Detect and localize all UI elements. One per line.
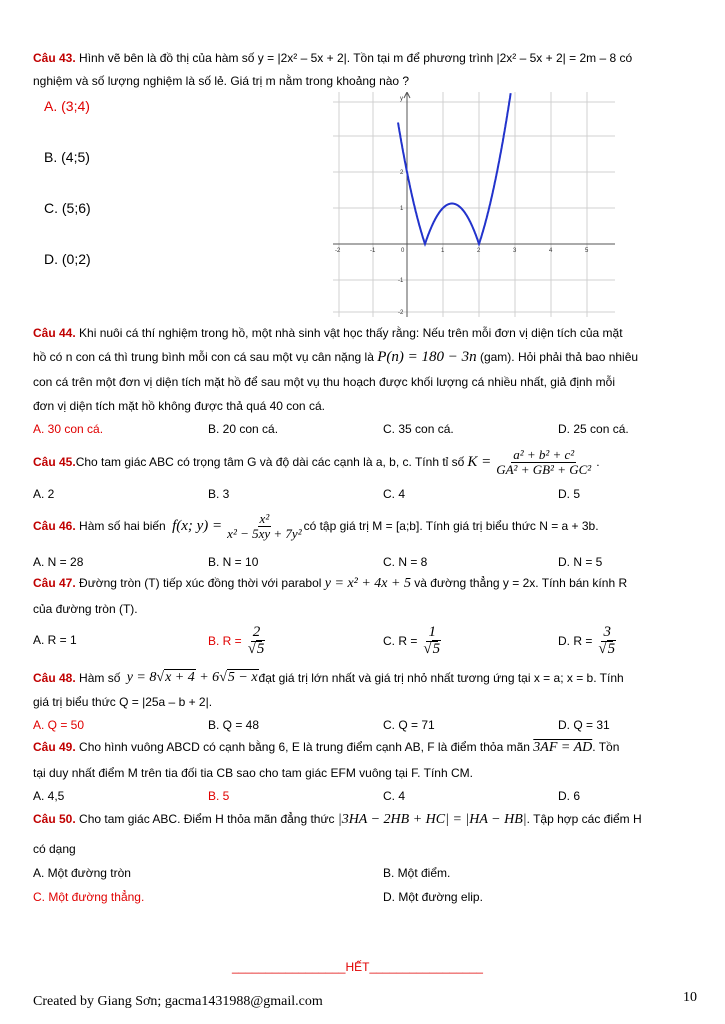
q45-option-b: B. 3 xyxy=(208,487,230,501)
y-tick-2: 2 xyxy=(400,170,404,176)
q48-number: Câu 48. xyxy=(33,671,76,685)
q48-text-line2: đạt giá trị lớn nhất và giá trị nhỏ nhất tương ứng tại x = a; x = b. Tính xyxy=(258,671,624,685)
q49-number: Câu 49. xyxy=(33,740,76,754)
q47-line1 xyxy=(33,576,627,592)
q46-function: f(x; y) = xyxy=(172,517,223,534)
q50-number: Câu 50. xyxy=(33,812,76,826)
q47-text-line3: của đường tròn (T). xyxy=(33,602,138,616)
x-tick-4: 4 xyxy=(549,248,553,254)
q47-option-b-num: 2 xyxy=(252,623,261,640)
q49-option-a: A. 4,5 xyxy=(33,789,65,803)
q46-option-c: C. N = 8 xyxy=(383,555,428,569)
q47-option-c xyxy=(383,620,443,662)
q44-number: Câu 44. xyxy=(33,326,76,340)
q47-option-d-num: 3 xyxy=(603,623,611,640)
q50-line1 xyxy=(33,812,642,828)
q44-option-d: D. 25 con cá. xyxy=(558,422,629,436)
q47-option-a: A. R = 1 xyxy=(33,633,77,647)
graph-curve xyxy=(398,93,511,244)
q45-dot: . xyxy=(596,455,600,469)
q47-option-d xyxy=(558,620,618,662)
q46-line1 xyxy=(33,505,599,547)
q45-option-d: D. 5 xyxy=(558,487,581,501)
q50-text-line2: . Tập hợp các điểm H xyxy=(526,812,642,826)
q45-fraction xyxy=(494,448,593,476)
q43-number: Câu 43. xyxy=(33,51,76,65)
q47-option-c-num: 1 xyxy=(428,623,436,640)
q49-option-b: B. 5 xyxy=(208,789,230,803)
q47-option-d-fraction xyxy=(596,625,618,658)
x-tick-0: 0 xyxy=(401,248,405,254)
q45-option-a: A. 2 xyxy=(33,487,55,501)
x-tick-5: 5 xyxy=(585,248,589,254)
q47-option-c-den-value: 5 xyxy=(432,640,441,657)
x-tick-2: 2 xyxy=(477,248,481,254)
q48-radicand-1: x + 4 xyxy=(165,670,195,685)
q50-option-d: D. Một đường elip. xyxy=(383,890,483,904)
q47-option-c-fraction xyxy=(421,625,443,658)
y-tick-neg1: -1 xyxy=(398,278,404,284)
q44-text-line3: con cá trên một đơn vị diện tích mặt hồ để sau một vụ thu hoạch được khối lượng cá nhiều nhất, giả định mỗi xyxy=(33,375,615,389)
q49-option-d: D. 6 xyxy=(558,789,581,803)
q49-text-line3: tại duy nhất điểm M trên tia đối tia CB sao cho tam giác EFM vuông tại F. Tính CM. xyxy=(33,766,473,780)
y-tick-neg2: -2 xyxy=(398,310,404,316)
page-number: 10 xyxy=(683,990,697,1005)
q47-option-b-den-value: 5 xyxy=(256,640,265,657)
q48-formula-a: y = 8 xyxy=(126,670,157,685)
q45-text: Cho tam giác ABC có trọng tâm G và độ dài các cạnh là a, b, c. Tính tỉ số xyxy=(75,455,465,469)
q47-option-b-den: √5 xyxy=(247,640,265,657)
q43-option-a: A. (3;4) xyxy=(44,98,90,114)
x-tick-neg2: -2 xyxy=(335,248,341,254)
x-tick-neg1: -1 xyxy=(370,248,376,254)
q48-option-c: C. Q = 71 xyxy=(383,718,435,732)
q47-option-b xyxy=(208,620,267,662)
q44-line2 xyxy=(33,349,638,366)
q44-formula: P(n) = 180 − 3n xyxy=(377,349,477,365)
q46-fraction xyxy=(225,512,303,540)
q45-k-label: K = xyxy=(467,453,492,470)
q45-line1 xyxy=(33,443,600,481)
q44-text-line1: Khi nuôi cá thí nghiệm trong hồ, một nhà sinh vật học thấy rằng: Nếu trên mỗi đơn vị diện tích của mặt xyxy=(75,326,623,340)
q46-option-b: B. N = 10 xyxy=(208,555,259,569)
q43-option-c: C. (5;6) xyxy=(44,200,91,216)
q48-formula: y = 8√x + 4 + 6√5 − x xyxy=(126,670,258,685)
q45-option-c: C. 4 xyxy=(383,487,406,501)
end-mark: _________________HẾT_________________ xyxy=(232,960,483,974)
q44-line1 xyxy=(33,326,623,340)
y-tick-1: 1 xyxy=(400,206,404,212)
q46-option-a: A. N = 28 xyxy=(33,555,84,569)
q47-option-c-label: C. R = xyxy=(383,634,418,648)
q43-text-line2: nghiệm và số lượng nghiệm là số lẻ. Giá trị m nằm trong khoảng nào ? xyxy=(33,74,410,88)
x-tick-3: 3 xyxy=(513,248,517,254)
q46-option-d: D. N = 5 xyxy=(558,555,603,569)
q46-text-line2: có tập giá trị M = [a;b]. Tính giá trị biểu thức N = a + 3b. xyxy=(303,519,599,533)
q48-text-line1: Hàm số xyxy=(75,671,124,685)
q46-denominator: x² − 5xy + 7y² xyxy=(227,525,302,541)
graph-grid xyxy=(333,92,615,317)
q44-text-line2b: (gam). Hỏi phải thả bao nhiêu xyxy=(476,350,639,364)
q45-number: Câu 45. xyxy=(33,455,76,469)
q44-option-c: C. 35 con cá. xyxy=(383,422,454,436)
q48-radicand-2: 5 − x xyxy=(227,670,258,685)
q50-option-c: C. Một đường thẳng. xyxy=(33,890,145,904)
q44-option-a: A. 30 con cá. xyxy=(33,422,104,436)
q48-option-a: A. Q = 50 xyxy=(33,718,85,732)
function-graph xyxy=(333,92,615,317)
q47-text-line1: Đường tròn (T) tiếp xúc đồng thời với parabol xyxy=(75,576,325,590)
q50-vector-equation: |3HA − 2HB + HC| = |HA − HB| xyxy=(337,812,527,827)
q47-option-b-fraction xyxy=(246,625,268,658)
q46-number: Câu 46. xyxy=(33,519,76,533)
q47-text-line2: và đường thẳng y = 2x. Tính bán kính R xyxy=(410,576,628,590)
q44-text-line4: đơn vị diện tích mặt hồ không được thả quá 40 con cá. xyxy=(33,399,325,413)
graph-axes xyxy=(333,92,615,317)
q43-line1 xyxy=(33,51,632,65)
q50-text-line3: có dạng xyxy=(33,842,76,856)
q43-text-line1: Hình vẽ bên là đồ thị của hàm số y = |2x² – 5x + 2|. Tồn tại m để phương trình |2x² – 5x + 2| = 2m – 8 có xyxy=(75,51,633,65)
q49-text-line2: . Tồn xyxy=(592,740,620,754)
q45-denominator: GA² + GB² + GC² xyxy=(496,461,592,477)
q46-numerator: x² xyxy=(259,510,270,526)
q47-option-d-label: D. R = xyxy=(558,634,593,648)
q43-option-b: B. (4;5) xyxy=(44,149,90,165)
q47-option-d-den: √5 xyxy=(598,640,616,657)
q47-option-b-label: B. R = xyxy=(208,634,242,648)
q44-text-line2a: hồ có n con cá thì trung bình mỗi con cá sau một vụ cân nặng là xyxy=(33,350,378,364)
q47-option-d-den-value: 5 xyxy=(607,640,616,657)
q50-text-line1: Cho tam giác ABC. Điểm H thỏa mãn đẳng thức xyxy=(75,812,338,826)
q49-option-c: C. 4 xyxy=(383,789,406,803)
q48-formula-b: + 6 xyxy=(195,670,220,685)
q48-line1 xyxy=(33,667,624,689)
q47-option-c-den: √5 xyxy=(423,640,441,657)
q47-number: Câu 47. xyxy=(33,576,76,590)
q48-option-d: D. Q = 31 xyxy=(558,718,610,732)
q49-line1 xyxy=(33,740,619,756)
q47-parabola: y = x² + 4x + 5 xyxy=(324,576,411,591)
footer-credit: Created by Giang Sơn; gacma1431988@gmail.com xyxy=(33,994,323,1009)
q49-vector-equation: 3AF = AD xyxy=(533,740,593,755)
q44-option-b: B. 20 con cá. xyxy=(208,422,279,436)
q50-option-b: B. Một điểm. xyxy=(383,866,451,880)
q48-text-line3: giá trị biểu thức Q = |25a – b + 2|. xyxy=(33,695,213,709)
q46-text-line1: Hàm số hai biến xyxy=(75,519,170,533)
q45-numerator: a² + b² + c² xyxy=(513,446,575,462)
x-tick-1: 1 xyxy=(441,248,445,254)
q49-text-line1: Cho hình vuông ABCD có cạnh bằng 6, E là trung điểm cạnh AB, F là điểm thỏa mãn xyxy=(75,740,534,754)
q43-option-d: D. (0;2) xyxy=(44,251,91,267)
q50-option-a: A. Một đường tròn xyxy=(33,866,131,880)
y-axis-label: y xyxy=(400,96,403,102)
q48-option-b: B. Q = 48 xyxy=(208,718,260,732)
